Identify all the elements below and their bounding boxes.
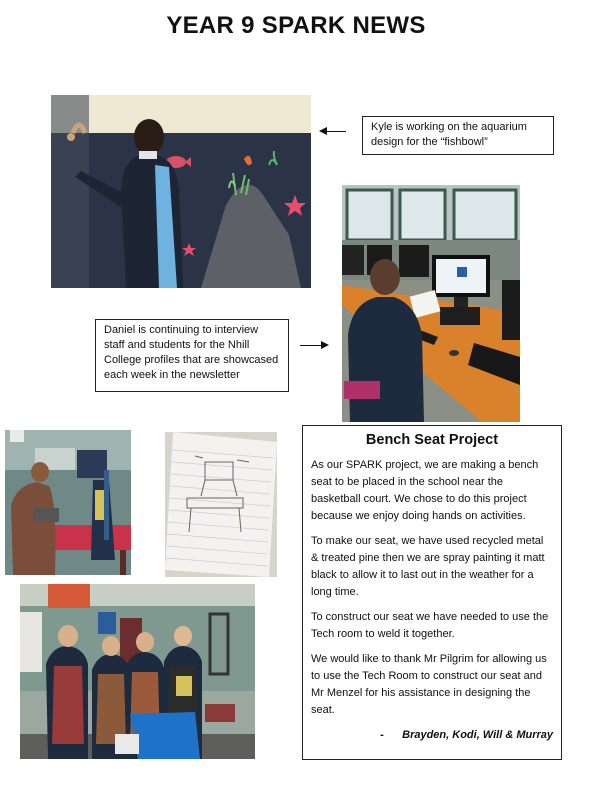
caption-kyle	[362, 116, 554, 155]
project-heading: Bench Seat Project	[365, 432, 499, 448]
photo-workshop-bench	[5, 430, 131, 575]
project-paragraph-2: To make our seat, we have used recycled metal & treated pine then we are spray painting it matt black to allow it to last out in the weather for a long time.	[311, 535, 545, 598]
project-signature: - Brayden, Kodi, Will & Murray	[380, 729, 553, 741]
project-paragraph-1: As our SPARK project, we are making a bench seat to be placed in the school near the basketball court. We chose to do this project because we enjoy doing hands on activities.	[311, 459, 539, 522]
arrow-to-daniel-photo	[300, 345, 327, 346]
caption-daniel-text: Daniel is continuing to interview staff and students for the Nhill College profiles that are showcased each week in the newsletter	[104, 324, 279, 381]
project-paragraph-4: We would like to thank Mr Pilgrim for allowing us to use the Tech Room to construct our seat and Mr Menzel for his assistance in designing the seat.	[311, 653, 547, 716]
photo-group-aprons	[20, 584, 255, 759]
caption-daniel	[95, 319, 289, 392]
arrow-to-kyle-photo	[321, 131, 346, 132]
bench-seat-project-box	[302, 425, 562, 760]
page-title: YEAR 9 SPARK NEWS	[166, 12, 426, 39]
photo-seat-sketch	[165, 432, 277, 577]
photo-daniel-computer	[342, 185, 520, 422]
project-paragraph-3: To construct our seat we have needed to use the Tech room to weld it together.	[311, 611, 549, 640]
caption-kyle-text: Kyle is working on the aquarium design for the “fishbowl”	[371, 121, 527, 148]
photo-kyle-mural	[51, 95, 311, 288]
